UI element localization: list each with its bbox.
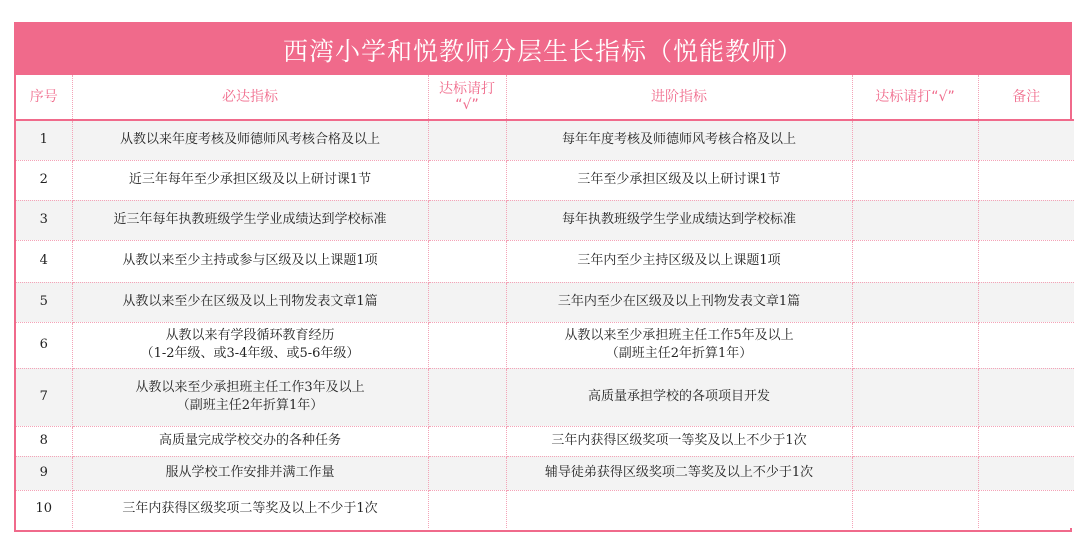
- required-indicator-cell: [72, 322, 428, 368]
- check-required-cell[interactable]: [428, 426, 506, 456]
- required-indicator-cell: [72, 490, 428, 528]
- advanced-indicator-cell: [506, 160, 852, 200]
- remark-cell[interactable]: [978, 200, 1074, 240]
- remark-cell[interactable]: [978, 322, 1074, 368]
- row-seq: 5: [16, 282, 72, 322]
- advanced-indicator-cell: [506, 426, 852, 456]
- row-seq: 2: [16, 160, 72, 200]
- table-row: [16, 240, 1074, 282]
- check-required-cell[interactable]: [428, 456, 506, 490]
- header-row: [16, 75, 1074, 120]
- advanced-indicator-cell: [506, 240, 852, 282]
- advanced-indicator-cell: [506, 200, 852, 240]
- required-indicator-cell-line: 三年内获得区级奖项二等奖及以上不少于1次: [122, 501, 378, 517]
- header-check-line1: 达标请打: [439, 81, 495, 97]
- header-advanced: 进阶指标: [506, 75, 852, 120]
- required-indicator-cell: [72, 282, 428, 322]
- required-indicator-cell-line: 从教以来至少承担班主任工作3年及以上: [135, 380, 365, 395]
- required-indicator-cell-line: 从教以来至少在区级及以上刊物发表文章1篇: [122, 294, 378, 309]
- indicator-table: [16, 75, 1074, 528]
- remark-cell[interactable]: [978, 282, 1074, 322]
- check-advanced-cell[interactable]: [852, 426, 978, 456]
- remark-cell[interactable]: [978, 368, 1074, 426]
- check-advanced-cell[interactable]: [852, 322, 978, 368]
- header-check-advanced: 达标请打“√”: [852, 75, 978, 120]
- header-seq: 序号: [16, 75, 72, 120]
- remark-cell[interactable]: [978, 490, 1074, 528]
- table-row: [16, 368, 1074, 426]
- table-row: [16, 322, 1074, 368]
- required-indicator-cell-line: 高质量完成学校交办的各种任务: [158, 433, 341, 448]
- required-indicator-cell-line: （副班主任2年折算1年）: [176, 398, 324, 413]
- required-indicator-cell-line: （1-2年级、或3-4年级、或5-6年级）: [140, 346, 360, 361]
- check-advanced-cell[interactable]: [852, 120, 978, 160]
- check-advanced-cell[interactable]: [852, 490, 978, 528]
- advanced-indicator-cell-line: 每年执教班级学生学业成绩达到学校标准: [561, 212, 796, 227]
- advanced-indicator-cell-line: 三年内至少主持区级及以上课题1项: [577, 253, 781, 268]
- table-row: [16, 490, 1074, 528]
- required-indicator-cell-line: 从教以来年度考核及师德师风考核合格及以上: [119, 132, 380, 148]
- advanced-indicator-cell: [506, 490, 852, 528]
- required-indicator-cell: [72, 160, 428, 200]
- check-required-cell[interactable]: [428, 322, 506, 368]
- header-check-line2: “√”: [455, 97, 479, 113]
- check-required-cell[interactable]: [428, 120, 506, 160]
- row-seq: 7: [16, 368, 72, 426]
- required-indicator-cell: [72, 426, 428, 456]
- check-advanced-cell[interactable]: [852, 456, 978, 490]
- required-indicator-cell: [72, 456, 428, 490]
- check-required-cell[interactable]: [428, 240, 506, 282]
- advanced-indicator-cell-line: 三年内获得区级奖项一等奖及以上不少于1次: [551, 433, 807, 448]
- remark-cell[interactable]: [978, 240, 1074, 282]
- header-check-required: [428, 75, 506, 120]
- check-required-cell[interactable]: [428, 160, 506, 200]
- table-row: [16, 456, 1074, 490]
- required-indicator-cell: [72, 240, 428, 282]
- indicator-table-frame: [14, 22, 1072, 532]
- row-seq: 8: [16, 426, 72, 456]
- check-advanced-cell[interactable]: [852, 240, 978, 282]
- advanced-indicator-cell: [506, 282, 852, 322]
- check-required-cell[interactable]: [428, 282, 506, 322]
- required-indicator-cell: [72, 120, 428, 160]
- row-seq: 1: [16, 120, 72, 160]
- table-row: [16, 282, 1074, 322]
- check-required-cell[interactable]: [428, 490, 506, 528]
- advanced-indicator-cell: [506, 456, 852, 490]
- advanced-indicator-cell-line: 辅导徒弟获得区级奖项二等奖及以上不少于1次: [544, 465, 814, 480]
- page-title: 西湾小学和悦教师分层生长指标（悦能教师）: [16, 24, 1070, 75]
- check-advanced-cell[interactable]: [852, 368, 978, 426]
- required-indicator-cell-line: 服从学校工作安排并满工作量: [165, 465, 335, 480]
- required-indicator-cell-line: 近三年每年至少承担区级及以上研讨课1节: [128, 172, 372, 187]
- row-seq: 10: [16, 490, 72, 528]
- required-indicator-cell: [72, 200, 428, 240]
- header-required: 必达指标: [72, 75, 428, 120]
- table-row: [16, 160, 1074, 200]
- remark-cell[interactable]: [978, 120, 1074, 160]
- check-required-cell[interactable]: [428, 368, 506, 426]
- remark-cell[interactable]: [978, 456, 1074, 490]
- remark-cell[interactable]: [978, 160, 1074, 200]
- advanced-indicator-cell-line: 高质量承担学校的各项项目开发: [587, 389, 770, 404]
- advanced-indicator-cell-line: 三年至少承担区级及以上研讨课1节: [577, 172, 781, 187]
- required-indicator-cell: [72, 368, 428, 426]
- required-indicator-cell-line: 从教以来有学段循环教育经历: [165, 328, 335, 343]
- required-indicator-cell-line: 从教以来至少主持或参与区级及以上课题1项: [122, 253, 378, 268]
- advanced-indicator-cell-line: 三年内至少在区级及以上刊物发表文章1篇: [557, 294, 801, 309]
- row-seq: 4: [16, 240, 72, 282]
- advanced-indicator-cell-line: 每年年度考核及师德师风考核合格及以上: [561, 132, 796, 148]
- row-seq: 6: [16, 322, 72, 368]
- row-seq: 9: [16, 456, 72, 490]
- table-row: [16, 120, 1074, 160]
- advanced-indicator-cell: [506, 368, 852, 426]
- required-indicator-cell-line: 近三年每年执教班级学生学业成绩达到学校标准: [113, 212, 387, 227]
- table-row: [16, 200, 1074, 240]
- check-advanced-cell[interactable]: [852, 200, 978, 240]
- advanced-indicator-cell-line: 从教以来至少承担班主任工作5年及以上: [564, 328, 794, 343]
- header-remark: 备注: [978, 75, 1074, 120]
- remark-cell[interactable]: [978, 426, 1074, 456]
- advanced-indicator-cell: [506, 322, 852, 368]
- check-advanced-cell[interactable]: [852, 282, 978, 322]
- row-seq: 3: [16, 200, 72, 240]
- advanced-indicator-cell-line: （副班主任2年折算1年）: [605, 346, 753, 361]
- advanced-indicator-cell: [506, 120, 852, 160]
- check-advanced-cell[interactable]: [852, 160, 978, 200]
- table-row: [16, 426, 1074, 456]
- check-required-cell[interactable]: [428, 200, 506, 240]
